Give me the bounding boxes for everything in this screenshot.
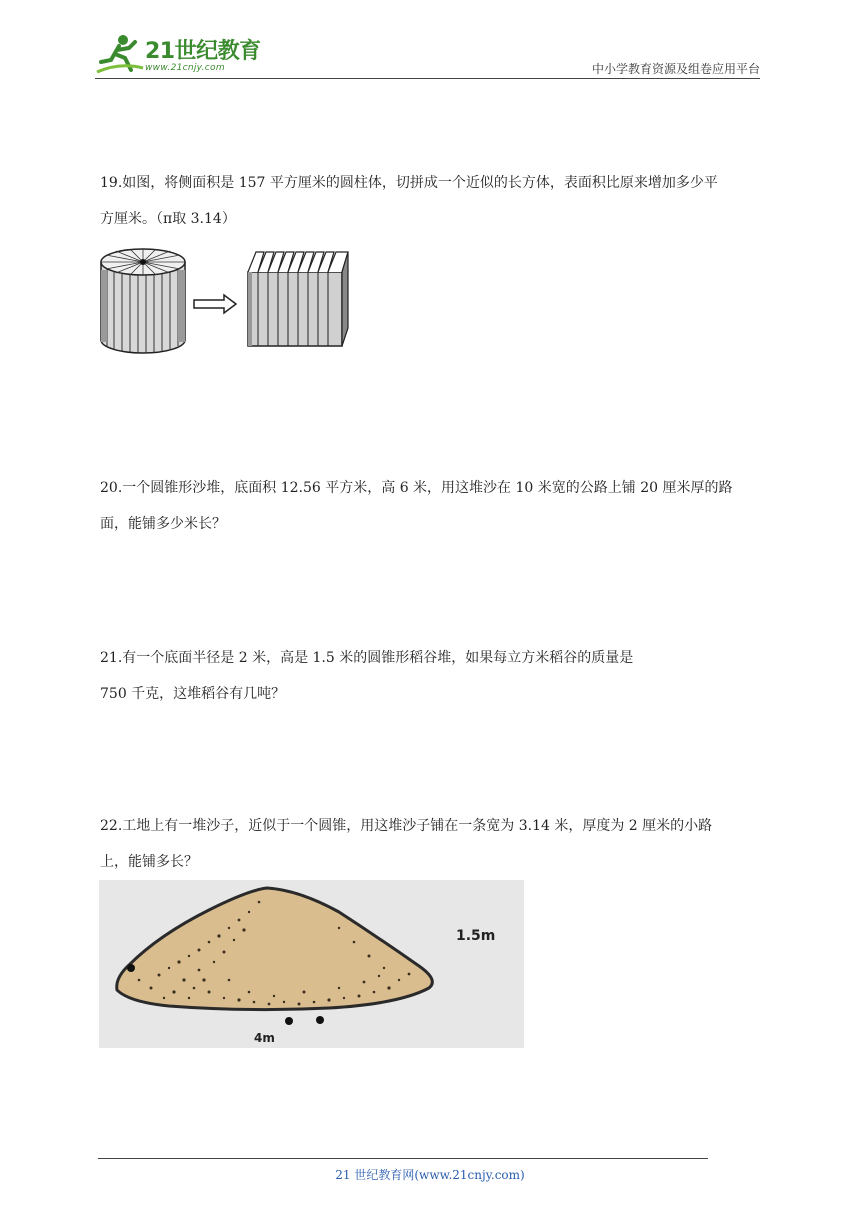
question-21 (100, 640, 760, 712)
footer-text: 21 世纪教育网(www.21cnjy.com) (335, 1168, 525, 1182)
question-21-line-2: 750 千克，这堆稻谷有几吨？ (100, 686, 286, 702)
base-label: 4m (254, 1031, 275, 1045)
question-number: 21. (100, 650, 123, 666)
question-21-line-1: 21.有一个底面半径是 2 米，高是 1.5 米的圆锥形稻谷堆，如果每立方米稻谷的质量是 (100, 650, 634, 666)
height-label: 1.5m (456, 928, 496, 944)
question-20-line-2: 面，能铺多少米长？ (100, 516, 226, 532)
question-20 (100, 470, 760, 542)
logo-text: 21世纪教育 (145, 39, 261, 64)
question-number: 22. (100, 818, 123, 834)
question-number: 19. (100, 175, 123, 191)
cuboid (248, 252, 348, 346)
header-divider (95, 78, 760, 79)
question-19 (100, 165, 760, 237)
cylinder-to-cuboid-figure (98, 242, 358, 360)
page-header (95, 32, 760, 82)
header-platform-text: 中小学教育资源及组卷应用平台 (591, 62, 760, 76)
logo-url: www.21cnjy.com (145, 63, 225, 73)
question-22 (100, 808, 760, 880)
sand-cone-figure (99, 880, 524, 1048)
site-logo (95, 32, 265, 78)
question-22-line-1: 22.工地上有一堆沙子，近似于一个圆锥，用这堆沙子铺在一条宽为 3.14 米，厚度为 2 厘米的小路 (100, 818, 713, 834)
cylinder (101, 249, 185, 353)
question-19-line-2: 方厘米。（π取 3.14） (100, 211, 236, 227)
arrow-icon (194, 295, 236, 313)
question-20-line-1: 20.一个圆锥形沙堆，底面积 12.56 平方米，高 6 米，用这堆沙在 10 米宽的公路上铺 20 厘米厚的路 (100, 480, 733, 496)
question-19-line-1: 19.如图，将侧面积是 157 平方厘米的圆柱体，切拼成一个近似的长方体，表面积比原来增加多少平 (100, 175, 718, 191)
question-22-line-2: 上，能铺多长？ (100, 854, 198, 870)
question-number: 20. (100, 480, 123, 496)
runner-icon (95, 32, 145, 76)
footer-divider (98, 1158, 708, 1159)
